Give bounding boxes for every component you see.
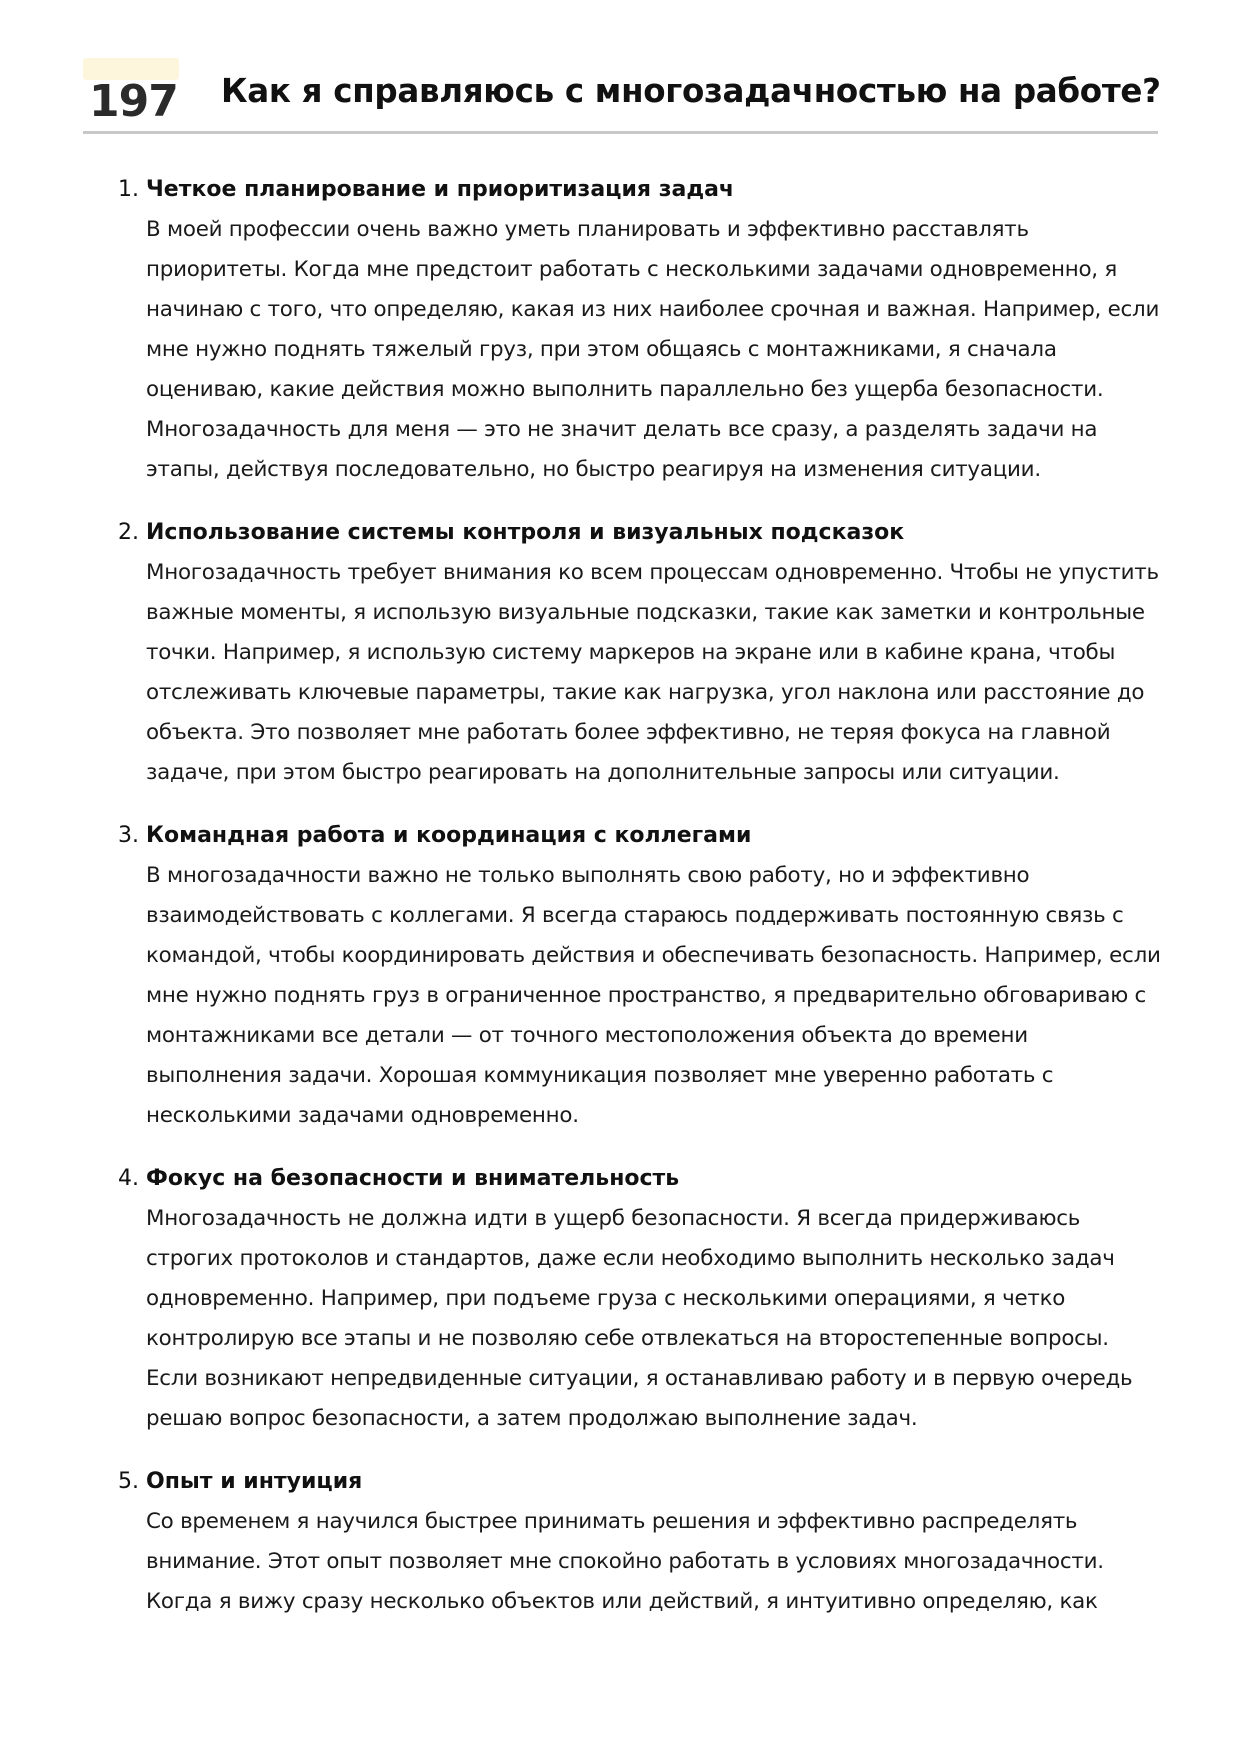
list-item-heading (118, 170, 1163, 210)
list-item-heading (118, 513, 1163, 553)
list-item-title: Четкое планирование и приоритизация задач (146, 177, 735, 202)
page-number: 197 (89, 76, 178, 127)
list-item-text: Многозадачность не должна идти в ущерб безопасности. Я всегда придерживаюсь строгих протоколов и стандартов, даже если необходимо выполнить несколько задач одновременно. Например, при подъеме груза с несколькими операциями, я четко контролирую все этапы и не позволяю себе отвлекаться на второстепенные вопросы. Если возникают непредвиденные ситуации, я останавливаю работу и в первую очередь решаю вопрос безопасности, а затем продолжаю выполнение задач. (146, 1206, 1133, 1431)
list-item-number: 3. (118, 823, 139, 848)
list-item-number: 4. (118, 1166, 139, 1191)
list-item-number: 5. (118, 1469, 139, 1494)
list-item-title: Использование системы контроля и визуальных подсказок (146, 520, 905, 545)
list-item (118, 816, 1163, 1136)
page-header (83, 55, 1161, 134)
numbered-list (118, 170, 1163, 1645)
list-item-text: В моей профессии очень важно уметь планировать и эффективно расставлять приоритеты. Когда мне предстоит работать с несколькими задачами одновременно, я начинаю с того, что определяю, какая из них наиболее срочная и важная. Например, если мне нужно поднять тяжелый груз, при этом общаясь с монтажниками, я сначала оцениваю, какие действия можно выполнить параллельно без ущерба безопасности. Многозадачность для меня — это не значит делать все сразу, а разделять задачи на этапы, действуя последовательно, но быстро реагируя на изменения ситуации. (146, 217, 1160, 482)
list-item-text: В многозадачности важно не только выполнять свою работу, но и эффективно взаимодействовать с коллегами. Я всегда стараюсь поддерживать постоянную связь с командой, чтобы координировать действия и обеспечивать безопасность. Например, если мне нужно поднять груз в ограниченное пространство, я предварительно обговариваю с монтажниками все детали — от точного местоположения объекта до времени выполнения задачи. Хорошая коммуникация позволяет мне уверенно работать с несколькими задачами одновременно. (146, 863, 1161, 1128)
list-item-text: Многозадачность требует внимания ко всем процессам одновременно. Чтобы не упустить важные моменты, я использую визуальные подсказки, такие как заметки и контрольные точки. Например, я использую систему маркеров на экране или в кабине крана, чтобы отслеживать ключевые параметры, такие как нагрузка, угол наклона или расстояние до объекта. Это позволяет мне работать более эффективно, не теряя фокуса на главной задаче, при этом быстро реагировать на дополнительные запросы или ситуации. (146, 560, 1159, 785)
page-title: Как я справляюсь с многозадачностью на работе? (221, 72, 1161, 110)
list-item-title: Опыт и интуиция (146, 1469, 363, 1494)
list-item-heading (118, 1462, 1163, 1502)
list-item-number: 2. (118, 520, 139, 545)
list-item (118, 1159, 1163, 1439)
list-item-text: Со временем я научился быстрее принимать решения и эффективно распределять внимание. Этот опыт позволяет мне спокойно работать в условиях многозадачности. Когда я вижу сразу несколько объектов или действий, я интуитивно определяю, как (146, 1509, 1104, 1614)
list-item (118, 1462, 1163, 1622)
list-item (118, 513, 1163, 793)
list-item-title: Командная работа и координация с коллегами (146, 823, 752, 848)
list-item-heading (118, 1159, 1163, 1199)
list-item (118, 170, 1163, 490)
list-item-number: 1. (118, 177, 139, 202)
list-item-title: Фокус на безопасности и внимательность (146, 1166, 680, 1191)
list-item-heading (118, 816, 1163, 856)
